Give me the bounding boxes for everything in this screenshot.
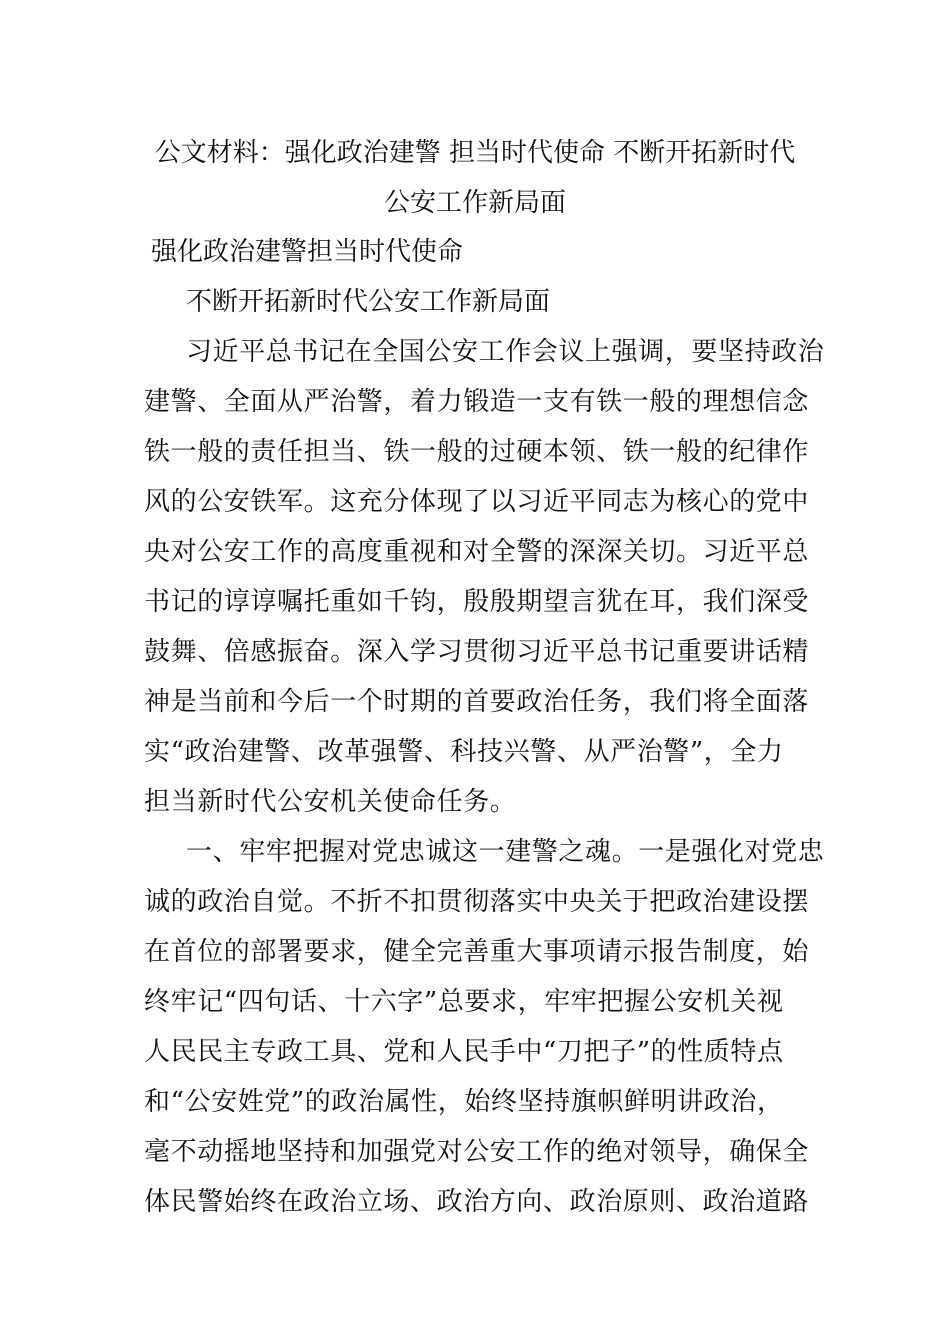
paragraph-1-line: 担当新时代公安机关使命任务。 [144,787,517,817]
paragraph-2-line: 诚的政治自觉。不折不扣贯彻落实中央关于把政治建设摆 [144,887,810,917]
paragraph-2-line: 体民警始终在政治立场、政治方向、政治原则、政治道路 [144,1187,810,1217]
title-line-2: 公安工作新局面 [383,188,566,218]
paragraph-1-line: 习近平总书记在全国公安工作会议上强调，要坚持政治 [186,337,825,367]
subtitle-2: 不断开拓新时代公安工作新局面 [186,287,551,317]
paragraph-1-line: 鼓舞、倍感振奋。深入学习贯彻习近平总书记重要讲话精 [144,637,810,667]
paragraph-2-line: 一、牢牢把握对党忠诚这一建警之魂。一是强化对党忠 [186,837,825,867]
title-line-1: 公文材料：强化政治建警 担当时代使命 不断开拓新时代 [154,138,796,168]
paragraph-1-line: 央对公安工作的高度重视和对全警的深深关切。习近平总 [144,537,810,567]
paragraph-2-line: 终牢记“四句话、十六字”总要求，牢牢把握公安机关视 [144,987,784,1017]
paragraph-1-line: 铁一般的责任担当、铁一般的过硬本领、铁一般的纪律作 [144,437,810,467]
paragraph-2-line: 在首位的部署要求，健全完善重大事项请示报告制度，始 [144,937,810,967]
paragraph-1-line: 神是当前和今后一个时期的首要政治任务，我们将全面落 [144,687,810,717]
paragraph-1-line: 建警、全面从严治警，着力锻造一支有铁一般的理想信念 [144,387,810,417]
paragraph-2-line: 和“公安姓党”的政治属性，始终坚持旗帜鲜明讲政治， [144,1087,784,1117]
subtitle-1: 强化政治建警担当时代使命 [151,237,464,267]
paragraph-2-line: 人民民主专政工具、党和人民手中“刀把子”的性质特点 [144,1037,784,1067]
paragraph-1-line: 书记的谆谆嘱托重如千钧，殷殷期望言犹在耳，我们深受 [144,587,810,617]
paragraph-2-line: 毫不动摇地坚持和加强党对公安工作的绝对领导，确保全 [144,1137,810,1167]
paragraph-1-line: 实“政治建警、改革强警、科技兴警、从严治警”，全力 [144,737,784,767]
paragraph-1-line: 风的公安铁军。这充分体现了以习近平同志为核心的党中 [144,487,810,517]
